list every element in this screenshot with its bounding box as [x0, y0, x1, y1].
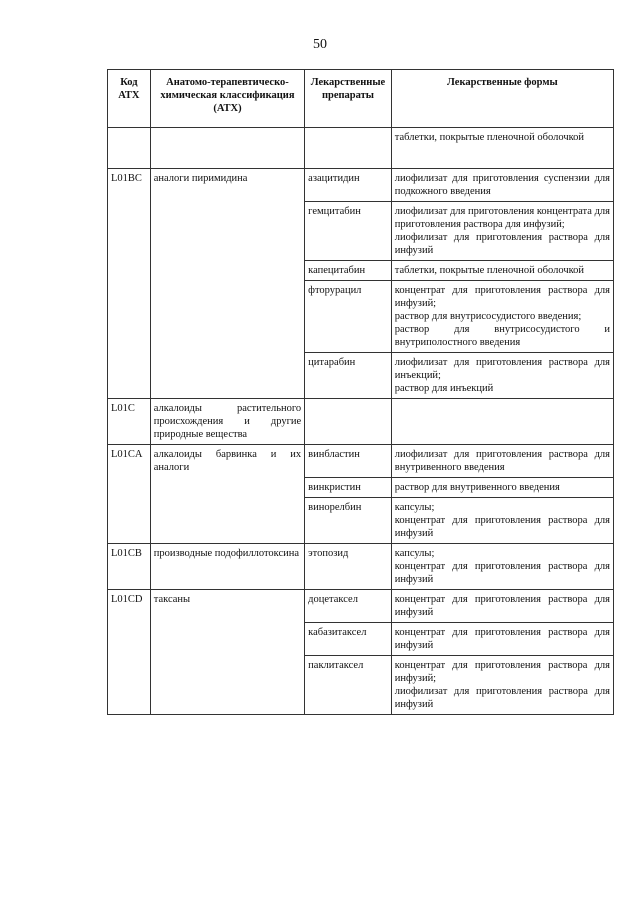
dosage-form-text: лиофилизат для приготовления раствора для инъекций; — [394, 357, 610, 381]
dosage-form-text: концентрат для приготовления раствора для инфузий — [394, 515, 610, 539]
drug-name-cell: гемцитабин — [305, 202, 392, 261]
header-code: Код АТХ — [108, 70, 151, 128]
atc-code-cell — [108, 128, 151, 169]
atc-classification-cell: алкалоиды барвинка и их аналоги — [150, 445, 304, 544]
table-row — [108, 445, 614, 478]
dosage-form-text: таблетки, покрытые пленочной оболочкой — [394, 265, 585, 276]
dosage-form-text: лиофилизат для приготовления раствора для внутривенного введения — [394, 449, 610, 473]
drug-name-cell: паклитаксел — [305, 656, 392, 715]
drug-name-cell: цитарабин — [305, 353, 392, 399]
dosage-forms-cell — [391, 445, 613, 478]
dosage-form-text: концентрат для приготовления раствора для инфузий; — [394, 285, 610, 309]
dosage-forms-cell — [391, 656, 613, 715]
dosage-form-text: капсулы; — [394, 502, 435, 513]
drug-name-cell: азацитидин — [305, 169, 392, 202]
table-row — [108, 544, 614, 590]
dosage-forms-cell — [391, 128, 613, 169]
atc-classification-cell: производные подофиллотоксина — [150, 544, 304, 590]
page-number: 50 — [313, 37, 327, 52]
atc-code-cell: L01C — [108, 399, 151, 445]
drug-name-cell: этопозид — [305, 544, 392, 590]
dosage-forms-cell — [391, 169, 613, 202]
dosage-forms-cell — [391, 399, 613, 445]
drug-name-cell: кабазитаксел — [305, 623, 392, 656]
atc-code-cell: L01CD — [108, 590, 151, 715]
drug-name-cell: капецитабин — [305, 261, 392, 281]
table-body — [108, 128, 614, 715]
dosage-form-text: концентрат для приготовления раствора для инфузий — [394, 627, 610, 651]
dosage-form-text: лиофилизат для приготовления концентрата для приготовления раствора для инфузий; — [394, 206, 610, 230]
dosage-form-text: концентрат для приготовления раствора для инфузий — [394, 561, 610, 585]
table-row — [108, 399, 614, 445]
drug-name-cell: винбластин — [305, 445, 392, 478]
dosage-forms-cell — [391, 202, 613, 261]
dosage-forms-cell — [391, 544, 613, 590]
atc-classification-cell: алкалоиды растительного происхождения и другие природные вещества — [150, 399, 304, 445]
dosage-forms-cell — [391, 353, 613, 399]
dosage-forms-cell — [391, 281, 613, 353]
dosage-form-text: раствор для внутрисосудистого введения; — [394, 311, 582, 322]
atc-code-cell: L01BC — [108, 169, 151, 399]
table-row — [108, 169, 614, 202]
drug-name-cell — [305, 399, 392, 445]
dosage-forms-cell — [391, 623, 613, 656]
dosage-forms-cell — [391, 498, 613, 544]
drug-name-cell: фторурацил — [305, 281, 392, 353]
atc-classification-cell — [150, 128, 304, 169]
atc-code-cell: L01CB — [108, 544, 151, 590]
dosage-form-text: раствор для внутривенного введения — [394, 482, 560, 493]
dosage-forms-cell — [391, 478, 613, 498]
drug-name-cell — [305, 128, 392, 169]
drug-name-cell: доцетаксел — [305, 590, 392, 623]
drug-name-cell: винкристин — [305, 478, 392, 498]
atc-classification-cell: таксаны — [150, 590, 304, 715]
table-row — [108, 128, 614, 169]
atc-code-cell: L01CA — [108, 445, 151, 544]
header-drugs: Лекарственные препараты — [305, 70, 392, 128]
dosage-form-text: концентрат для приготовления раствора для инфузий; — [394, 660, 610, 684]
table-header-row — [108, 70, 614, 128]
dosage-form-text: раствор для внутрисосудистого и внутриполостного введения — [394, 324, 610, 348]
dosage-forms-cell — [391, 590, 613, 623]
dosage-form-text: лиофилизат для приготовления суспензии для подкожного введения — [394, 173, 610, 197]
table-row — [108, 590, 614, 623]
dosage-form-text: таблетки, покрытые пленочной оболочкой — [394, 132, 585, 143]
dosage-form-text: лиофилизат для приготовления раствора для инфузий — [394, 686, 610, 710]
drug-classification-table — [107, 69, 614, 715]
atc-classification-cell: аналоги пиримидина — [150, 169, 304, 399]
drug-name-cell: винорелбин — [305, 498, 392, 544]
dosage-form-text: концентрат для приготовления раствора для инфузий — [394, 594, 610, 618]
header-forms: Лекарственные формы — [391, 70, 613, 128]
dosage-form-text: капсулы; — [394, 548, 435, 559]
dosage-form-text: раствор для инъекций — [394, 383, 494, 394]
dosage-form-text: лиофилизат для приготовления раствора для инфузий — [394, 232, 610, 256]
dosage-forms-cell — [391, 261, 613, 281]
header-classification: Анатомо-терапевтическо-химическая классификация (АТХ) — [150, 70, 304, 128]
